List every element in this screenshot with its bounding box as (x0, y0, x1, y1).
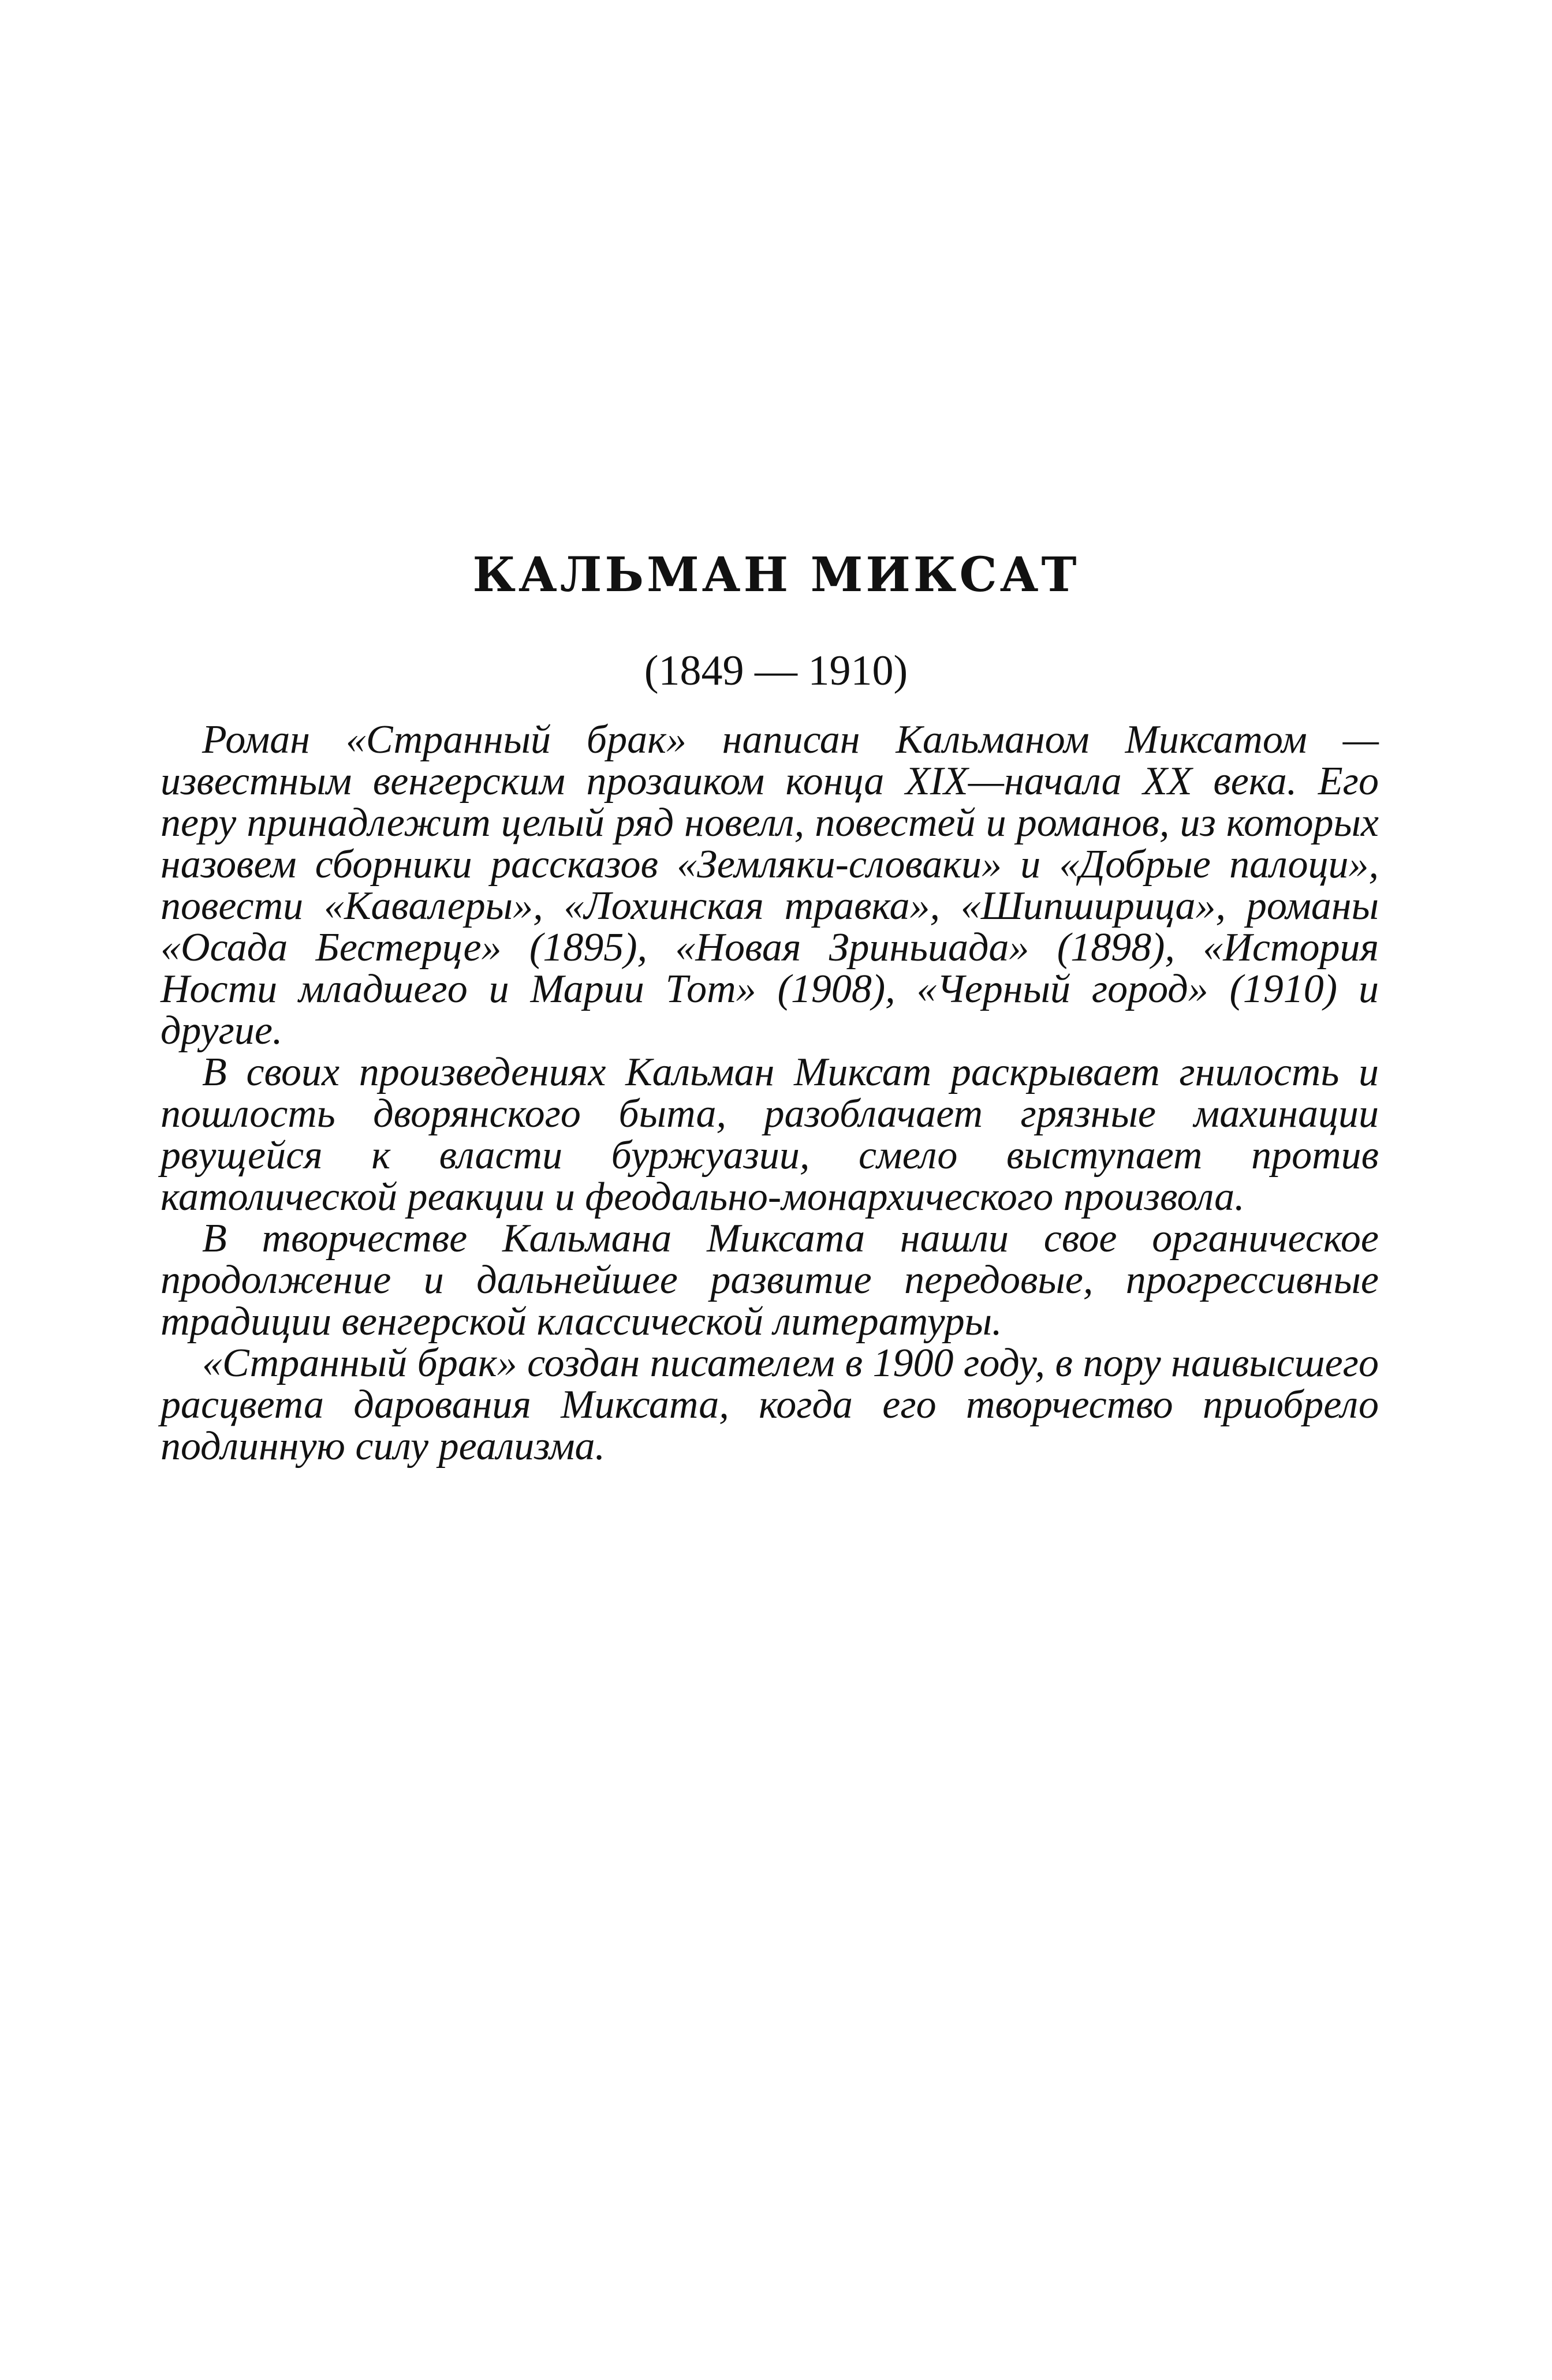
paragraph: Роман «Странный брак» написан Кальманом Миксатом — известным венгерским прозаиком конца XIX—начала XX века. Его перу принадлежит целый ряд новелл, повестей и романов, из которых назовем сборники рассказов «Земляки-словаки» и «Добрые палоци», повести «Кавалеры», «Лохинская травка», «Шипширица», романы «Осада Бестерце» (1895), «Новая Зриньиада» (1898), «История Ности младшего и Марии Тот» (1908), «Черный город» (1910) и другие. (161, 718, 1379, 1053)
author-life-years: (1849 — 1910) (644, 647, 908, 694)
biography-text (161, 719, 1379, 1467)
paragraph: В творчестве Кальмана Миксата нашли свое органическое продолжение и дальнейшее развитие передовые, прогрессивные традиции венгерской классической литературы. (161, 1216, 1379, 1344)
author-name-heading: КАЛЬМАН МИКСАТ (472, 547, 1080, 603)
paragraph: В своих произведениях Кальман Миксат раскрывает гнилость и пошлость дворянского быта, разоблачает грязные махинации рвущейся к власти буржуазии, смело выступает против католической реакции и феодально-монархического произвола. (161, 1050, 1379, 1219)
paragraph: «Странный брак» создан писателем в 1900 году, в пору наивысшего расцвета дарования Миксата, когда его творчество приобрело подлинную силу реализма. (161, 1341, 1379, 1469)
